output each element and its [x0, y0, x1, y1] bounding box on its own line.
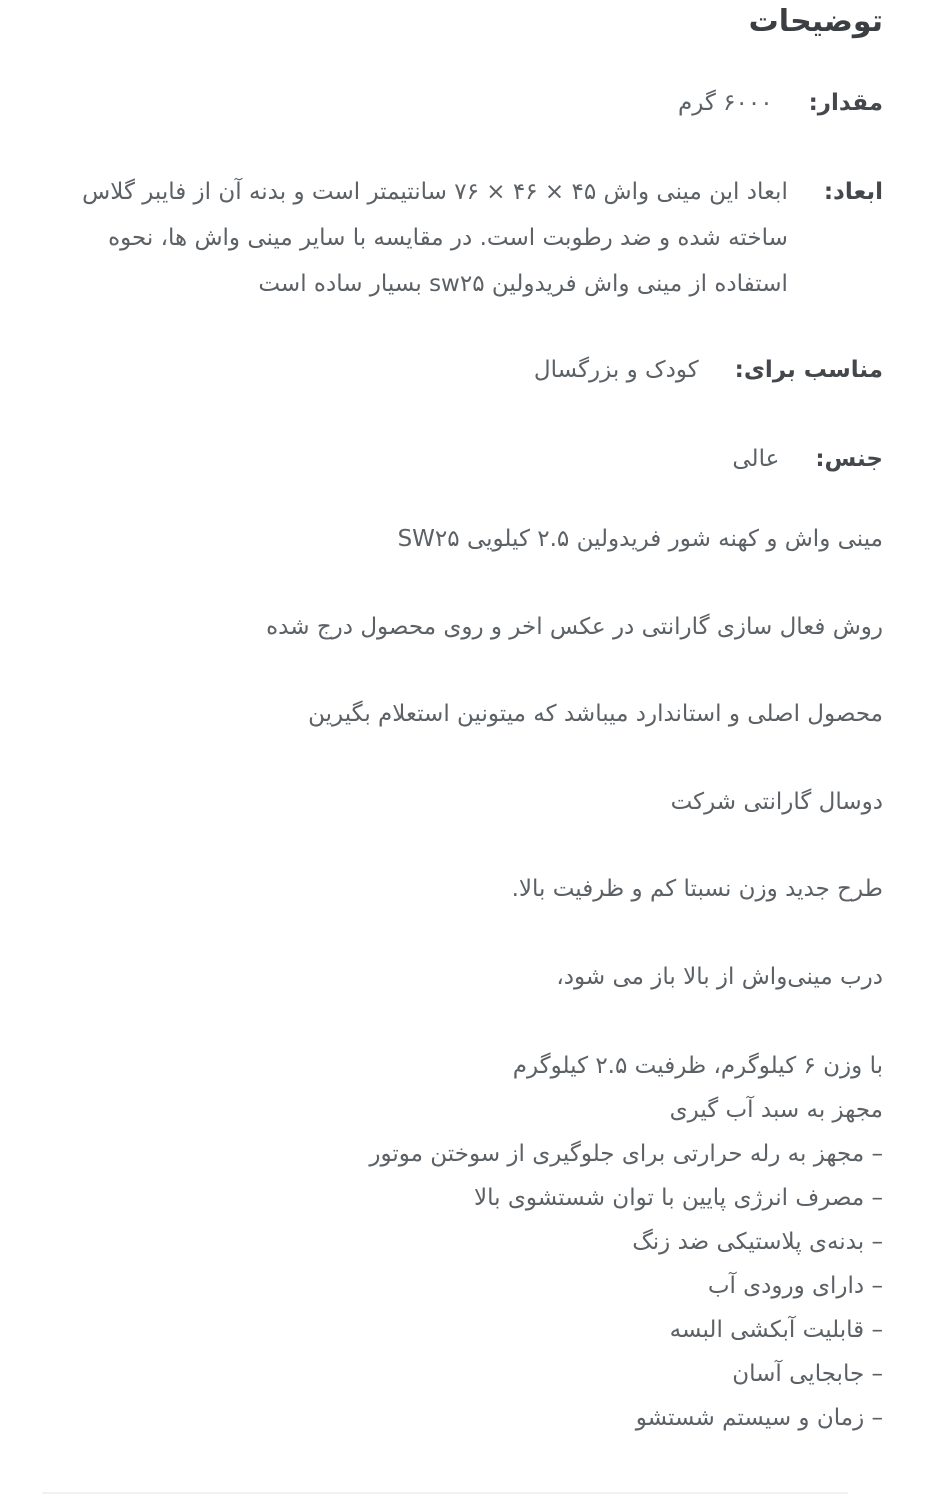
description-paragraph: طرح جدید وزن نسبتا کم و ظرفیت بالا. — [511, 876, 883, 902]
description-paragraph: روش فعال سازی گارانتی در عکس اخر و روی محصول درج شده — [266, 614, 883, 640]
description-paragraph: مینی واش و کهنه شور فریدولین ۲.۵ کیلویی SW۲۵ — [397, 526, 883, 552]
feature-item: – جابجایی آسان — [732, 1361, 883, 1387]
feature-item: با وزن ۶ کیلوگرم، ظرفیت ۲.۵ کیلوگرم — [512, 1053, 883, 1079]
attribute-row-amount — [678, 80, 883, 126]
attribute-label: ابعاد: — [823, 179, 883, 205]
description-paragraph: دوسال گارانتی شرکت — [670, 789, 883, 815]
section-heading: توضیحات — [748, 4, 883, 39]
section-divider — [42, 1492, 848, 1494]
description-paragraph: محصول اصلی و استاندارد میباشد که میتونین استعلام بگیرین — [308, 701, 883, 727]
feature-item: – مصرف انرژی پایین با توان شستشوی بالا — [474, 1185, 883, 1211]
attribute-value: کودک و بزرگسال — [533, 357, 699, 383]
attribute-row-suitable-for — [534, 347, 883, 393]
attribute-value: عالی — [732, 446, 780, 472]
attribute-label: جنس: — [815, 446, 883, 472]
attribute-label: مناسب برای: — [734, 357, 883, 383]
feature-item: مجهز به سبد آب گیری — [669, 1097, 883, 1123]
feature-item: – بدنه‌ی پلاستیکی ضد زنگ — [632, 1229, 883, 1255]
attribute-value: ۶۰۰۰ گرم — [677, 90, 773, 116]
attribute-row-material — [732, 436, 883, 482]
attribute-row-dimensions — [66, 169, 883, 307]
feature-list — [369, 1044, 883, 1440]
feature-item: – مجهز به رله حرارتی برای جلوگیری از سوختن موتور — [369, 1141, 883, 1167]
attribute-label: مقدار: — [808, 90, 883, 116]
feature-item: – قابلیت آبکشی البسه — [669, 1317, 883, 1343]
attribute-value: ابعاد این مینی واش ۴۵ × ۴۶ × ۷۶ سانتیمتر است و بدنه آن از فایبر گلاس ساخته شده و ضد رطوبت است. در مقایسه با سایر مینی واش ها، نحوه استفاده از مینی واش فریدولین sw۲۵ بسیار ساده است — [82, 179, 788, 297]
feature-item: – دارای ورودی آب — [707, 1273, 883, 1299]
description-paragraph: درب مینی‌واش از بالا باز می شود، — [556, 964, 883, 990]
feature-item: – زمان و سیستم شستشو — [635, 1405, 883, 1431]
